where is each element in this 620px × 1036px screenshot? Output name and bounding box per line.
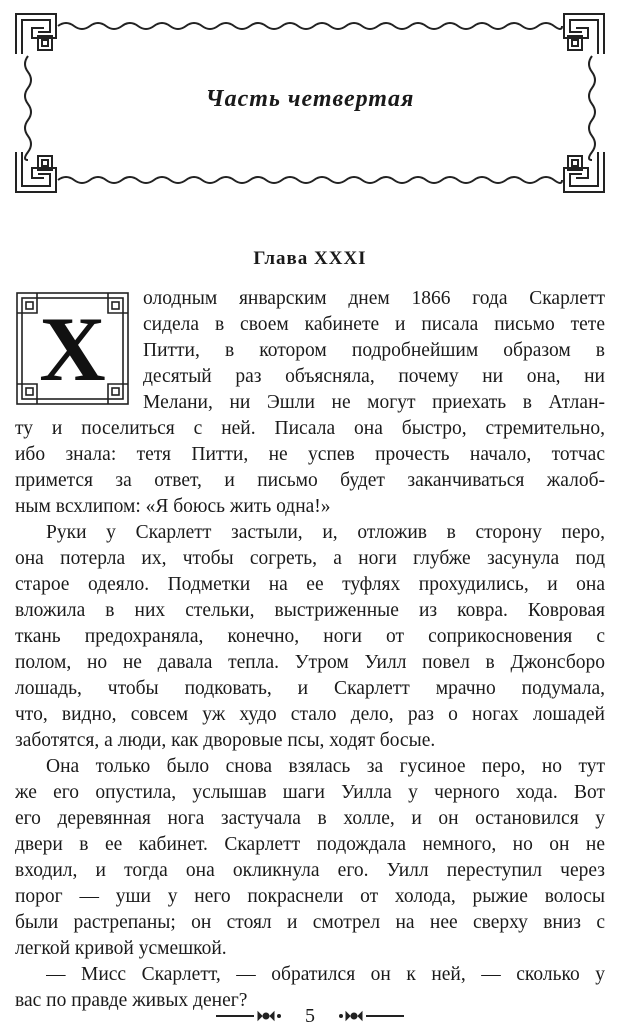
text-line: — Мисс Скарлетт, — обратился он к ней, — сколько у — [46, 964, 605, 985]
text-line: легкой кривой усмешкой. — [15, 938, 227, 959]
text-line: же его опустила, услышав шаги Уилла у черного хода. Вот — [15, 782, 605, 803]
text-line: входил, и тогда она окликнула его. Уилл переступил через — [15, 860, 605, 881]
text-line: ткань предохраняла, конечно, ноги от соприкосновения с — [15, 626, 605, 647]
text-line: двери в ее кабинет. Скарлетт подождала немного, но он не — [15, 834, 605, 855]
text-line: она потерла их, чтобы согреть, а ноги глубже засунула под — [15, 548, 605, 569]
text-line: десятый раз объясняла, почему ни она, ни — [143, 366, 605, 387]
page-footer — [0, 1004, 620, 1032]
right-ornament-icon — [334, 1008, 404, 1024]
text-line: его деревянная нога застучала в холле, и он остановился у — [15, 808, 605, 829]
text-line: Питти, в котором подробнейшим образом в — [143, 340, 605, 361]
text-line: были растрепаны; он стоял и смотрел на нее сверху вниз с — [15, 912, 605, 933]
text-line: заботятся, а люди, как дворовые псы, ходят босые. — [15, 730, 436, 751]
text-line: Руки у Скарлетт застыли, и, отложив в сторону перо, — [46, 522, 605, 543]
text-line: примется за ответ, и письмо будет заканчиваться жалоб- — [15, 470, 605, 491]
text-line: что, видно, совсем уж худо стало дело, раз о ногах лошадей — [15, 704, 605, 725]
chapter-title: Глава XXXI — [253, 248, 367, 269]
page-number: 5 — [305, 1004, 315, 1027]
text-line: олодным январским днем 1866 года Скарлетт — [143, 288, 605, 309]
text-line: вас по правде живых денег? — [15, 990, 248, 1011]
text-line: старое одеяло. Подметки на ее туфлях прохудились, и она — [15, 574, 605, 595]
text-line: Мелани, ни Эшли не могут приехать в Атлан- — [143, 392, 605, 413]
text-line: полом, но не давала тепла. Утром Уилл повел в Джонсборо — [15, 652, 605, 673]
text-line: сидела в своем кабинете и писала письмо тете — [143, 314, 605, 335]
text-line: порог — уши у него покраснели от холода, рыжие волосы — [15, 886, 605, 907]
text-line: ным всхлипом: «Я боюсь жить одна!» — [15, 496, 331, 517]
text-line: Она только было снова взялась за гусиное перо, но тут — [46, 756, 605, 777]
text-line: лошадь, чтобы подковать, и Скарлетт мрачно подумала, — [15, 678, 605, 699]
part-title: Часть четвертая — [205, 86, 415, 112]
left-ornament-icon — [216, 1008, 286, 1024]
text-line: ибо знала: тетя Питти, не успев прочесть начало, тотчас — [15, 444, 605, 465]
dropcap-letter: Х — [39, 298, 106, 400]
text-line: ту и поселиться с ней. Писала она быстро, стремительно, — [15, 418, 605, 439]
text-line: вложила в них стельки, выстриженные из ковра. Ковровая — [15, 600, 605, 621]
